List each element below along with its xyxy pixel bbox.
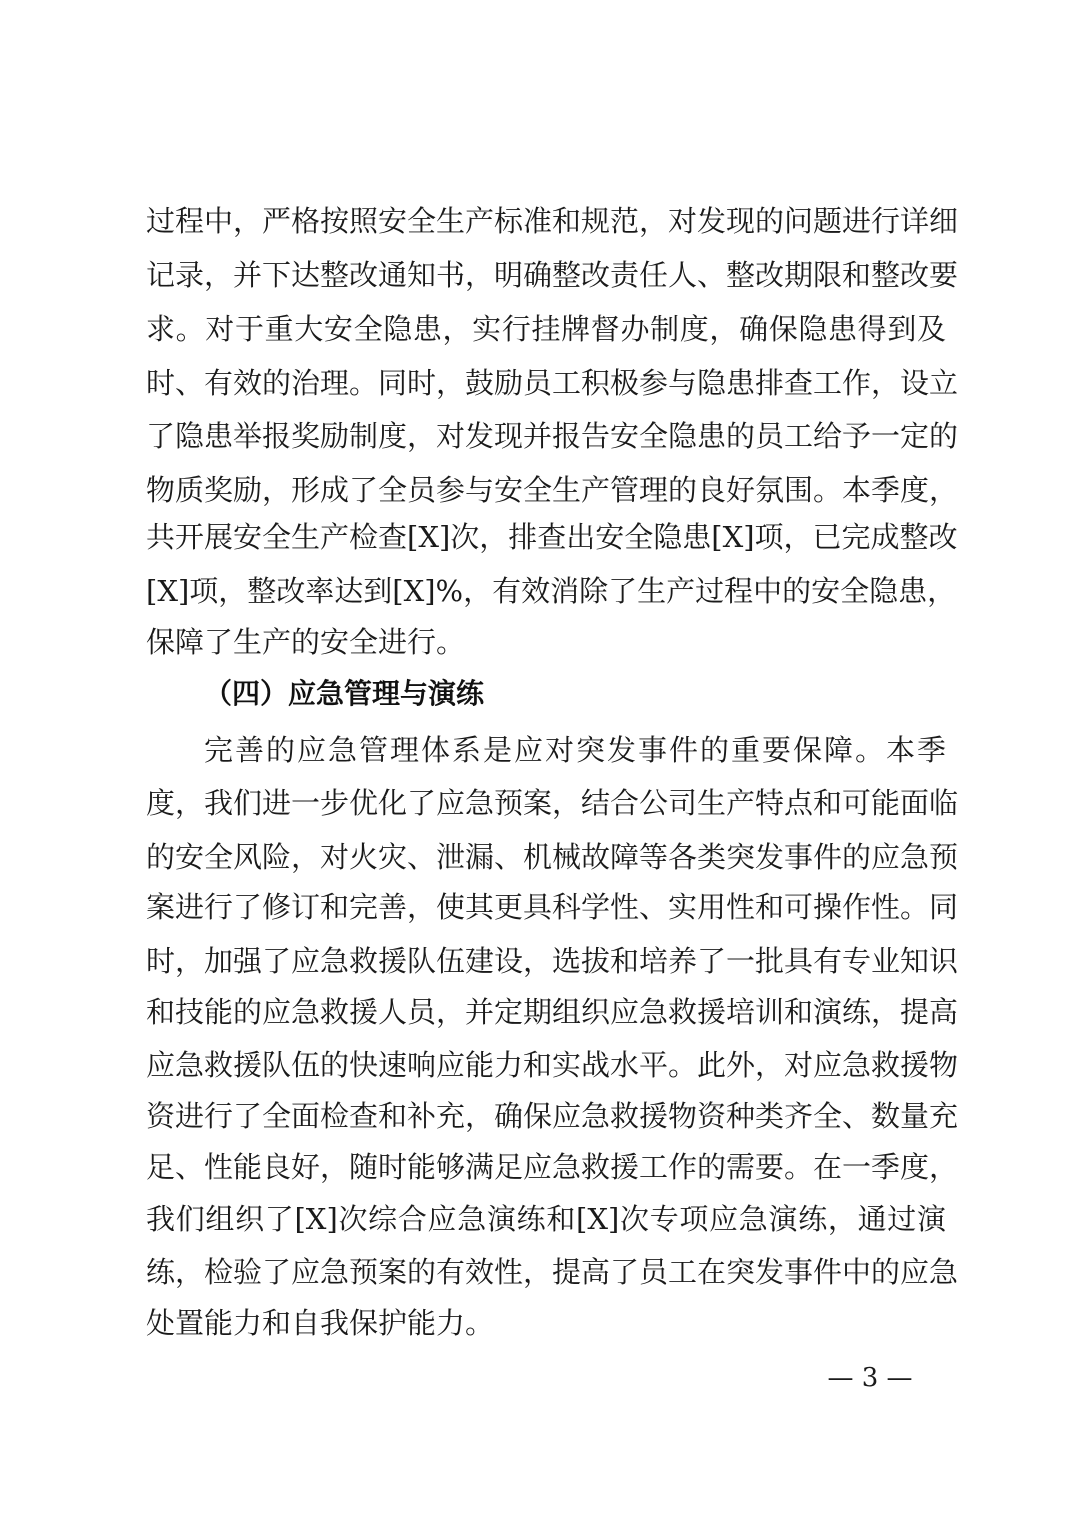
paragraph-line: 了隐患举报奖励制度，对发现并报告安全隐患的员工给予一定的	[146, 419, 959, 453]
paragraph-line: 保障了生产的安全进行。	[146, 625, 466, 659]
paragraph-line: [X]项，整改率达到[X]%，有效消除了生产过程中的安全隐患，	[146, 574, 957, 608]
section-heading: （四）应急管理与演练	[204, 677, 485, 710]
page-number: — 3 —	[827, 1363, 913, 1393]
paragraph-line: 时、有效的治理。同时，鼓励员工积极参与隐患排查工作，设立	[146, 366, 959, 400]
paragraph-line: 的安全风险，对火灾、泄漏、机械故障等各类突发事件的应急预	[146, 840, 959, 874]
paragraph-line-first: 完善的应急管理体系是应对突发事件的重要保障。本季	[204, 733, 946, 767]
paragraph-line: 和技能的应急救援人员，并定期组织应急救援培训和演练，提高	[146, 995, 959, 1029]
paragraph-line: 我们组织了[X]次综合应急演练和[X]次专项应急演练，通过演	[146, 1202, 946, 1236]
paragraph-line: 应急救援队伍的快速响应能力和实战水平。此外，对应急救援物	[146, 1048, 959, 1082]
paragraph-line: 案进行了修订和完善，使其更具科学性、实用性和可操作性。同	[146, 890, 959, 924]
paragraph-line: 过程中，严格按照安全生产标准和规范，对发现的问题进行详细	[146, 204, 959, 238]
paragraph-line: 足、性能良好，随时能够满足应急救援工作的需要。在一季度，	[146, 1150, 959, 1184]
paragraph-line: 处置能力和自我保护能力。	[146, 1306, 495, 1340]
paragraph-line: 共开展安全生产检查[X]次，排查出安全隐患[X]项，已完成整改	[146, 520, 958, 554]
paragraph-line: 资进行了全面检查和补充，确保应急救援物资种类齐全、数量充	[146, 1099, 959, 1133]
paragraph-line: 练，检验了应急预案的有效性，提高了员工在突发事件中的应急	[146, 1255, 959, 1289]
paragraph-line: 度，我们进一步优化了应急预案，结合公司生产特点和可能面临	[146, 786, 959, 820]
paragraph-line: 时，加强了应急救援队伍建设，选拔和培养了一批具有专业知识	[146, 944, 959, 978]
paragraph-line: 记录，并下达整改通知书，明确整改责任人、整改期限和整改要	[146, 258, 959, 292]
paragraph-line: 求。对于重大安全隐患，实行挂牌督办制度，确保隐患得到及	[146, 312, 946, 346]
paragraph-line: 物质奖励，形成了全员参与安全生产管理的良好氛围。本季度，	[146, 473, 959, 507]
